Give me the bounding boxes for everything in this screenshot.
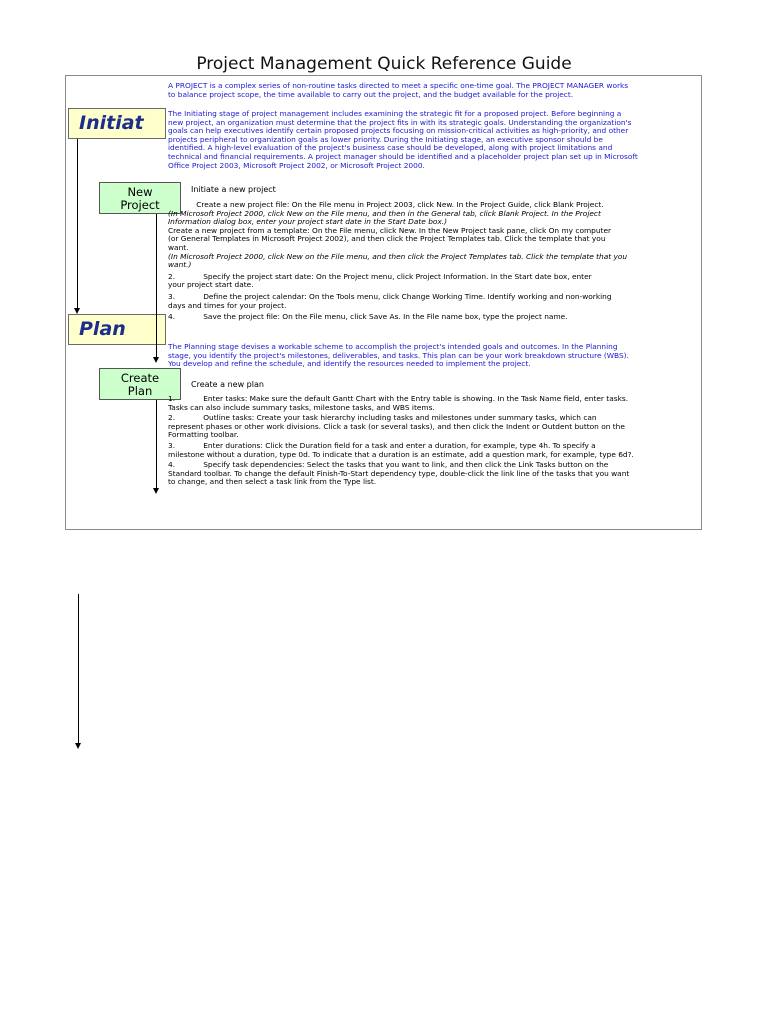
initiate-to-plan-line xyxy=(77,139,78,309)
plan-step-line: milestone without a duration, type 0d. To indicate that a duration is an estimate, add a question mark, for example, type 6d?. xyxy=(168,449,634,459)
initiating-line: projects peripheral to organization goals as lower priority. During the Initiating stage, an executive sponsor should be xyxy=(168,134,603,144)
planning-paragraph xyxy=(168,343,629,369)
plan-step-line: 3. Enter durations: Click the Duration field for a task and enter a duration, for example, type 4h. To specify a xyxy=(168,440,596,450)
initiating-line: identified. A high-level evaluation of the project's business case should be developed, along with project limitations and xyxy=(168,143,613,153)
intro-line: A PROJECT is a complex series of non-routine tasks directed to meet a specific one-time goal. The PROJECT MANAGER works xyxy=(168,81,629,90)
initiating-line: technical and financial requirements. A project manager should be identified and a placeholder project plan set up in Microsoft xyxy=(168,151,638,161)
plan-step-line: Formatting toolbar. xyxy=(168,430,239,440)
initiating-line: new project, an organization must determine that the project fits in with its strategic goals. Understanding the organization's xyxy=(168,117,632,127)
plan-step-line: 1. Enter tasks: Make sure the default Gantt Chart with the Entry table is showing. In the Task Name field, enter tasks. xyxy=(168,394,629,403)
step-create-plan-line1: Create xyxy=(120,371,160,385)
standalone-down-line xyxy=(78,594,79,744)
initiate-step-line: Information dialog box, enter your project start date in the Start Date box.) xyxy=(168,217,448,227)
plan-step-line: represent phases or other work divisions. Click a task (or several tasks), and then click the Indent or Outdent button on the xyxy=(168,421,625,431)
initiate-step-line: your project start date. xyxy=(168,280,254,290)
intro-paragraph xyxy=(168,82,628,99)
stage-plan-label: Plan xyxy=(79,318,126,340)
planning-line: You develop and refine the schedule, and identify the resources needed to implement the project. xyxy=(168,359,531,369)
standalone-down-arrowhead xyxy=(75,743,81,749)
initiate-steps xyxy=(168,201,627,322)
initiate-step-line: want.) xyxy=(168,260,192,270)
plan-step-line: 2. Outline tasks: Create your task hierarchy including tasks and milestones under summary tasks, which can xyxy=(168,413,597,423)
intro-line: to balance project scope, the time available to carry out the project, and the budget available for the project. xyxy=(168,89,574,99)
initiating-paragraph xyxy=(168,110,638,170)
initiate-step-line: days and times for your project. xyxy=(168,300,287,310)
step-new-project-line1: New xyxy=(127,185,153,199)
initiate-step-line: want. xyxy=(168,242,189,252)
initiate-step-line: 2. Specify the project start date: On the Project menu, click Project Information. In the Start date box, enter xyxy=(168,271,592,281)
new-project-to-create-plan-line xyxy=(156,214,157,358)
step-create-plan-line2: Plan xyxy=(127,384,153,398)
plan-step-line: 4. Specify task dependencies: Select the tasks that you want to link, and then click the Link Tasks button on the xyxy=(168,460,609,470)
initiating-line: The Initiating stage of project management includes examining the strategic fit for a proposed project. Before beginning a xyxy=(168,109,622,118)
initiate-step-line: (In Microsoft Project 2000, click New on the File menu, and then click the Project Templates tab. Click the template that you xyxy=(168,251,628,261)
create-plan-down-line xyxy=(156,400,157,488)
stage-initiate-label: Initiat xyxy=(79,112,144,134)
stage-plan-box xyxy=(68,314,166,345)
initiate-step-line: 4. Save the project file: On the File menu, click Save As. In the File name box, type the project name. xyxy=(168,312,568,322)
initiating-line: goals can help executives identify certain proposed projects focusing on mission-critical activities as high-priority, and other xyxy=(168,126,629,136)
create-plan-down-arrowhead xyxy=(153,488,159,494)
initiate-step-line: 3. Define the project calendar: On the Tools menu, click Change Working Time. Identify working and non-working xyxy=(168,291,612,301)
planning-line: stage, you identify the project's milestones, deliverables, and tasks. This plan can be your work breakdown structure (WBS). xyxy=(168,350,629,360)
initiate-step-line: (In Microsoft Project 2000, click New on the File menu, and then in the General tab, click Blank Project. In the Project xyxy=(168,208,601,218)
step-new-project-line2: Project xyxy=(120,198,160,212)
initiate-to-plan-arrowhead xyxy=(74,308,80,314)
plan-steps xyxy=(168,395,634,487)
page-title: Project Management Quick Reference Guide xyxy=(196,54,572,74)
plan-step-line: Standard toolbar. To change the default Finish-To-Start dependency type, double-click the link line of the tasks that you want xyxy=(168,468,630,478)
new-project-to-create-plan-arrowhead xyxy=(153,357,159,363)
initiate-step-line: (or General Templates in Microsoft Project 2002), and then click the Project Templates tab. Click the template that you xyxy=(168,234,606,244)
initiate-heading: Initiate a new project xyxy=(191,185,276,194)
planning-line: The Planning stage devises a workable scheme to accomplish the project's intended goals and outcomes. In the Planning xyxy=(168,342,618,351)
initiating-line: Office Project 2003, Microsoft Project 2002, or Microsoft Project 2000. xyxy=(168,160,425,170)
initiate-step-line: Create a new project from a template: On the File menu, click New. In the New Project task pane, click On my computer xyxy=(168,225,612,235)
stage-initiate-box xyxy=(68,108,166,139)
plan-step-line: Tasks can also include summary tasks, milestone tasks, and WBS items. xyxy=(168,402,435,412)
initiate-step-line: Create a new project file: On the File menu in Project 2003, click New. In the Project Guide, click Blank Project. xyxy=(168,200,604,209)
plan-step-line: to change, and then select a task link from the Type list. xyxy=(168,477,377,487)
plan-heading: Create a new plan xyxy=(191,380,264,389)
